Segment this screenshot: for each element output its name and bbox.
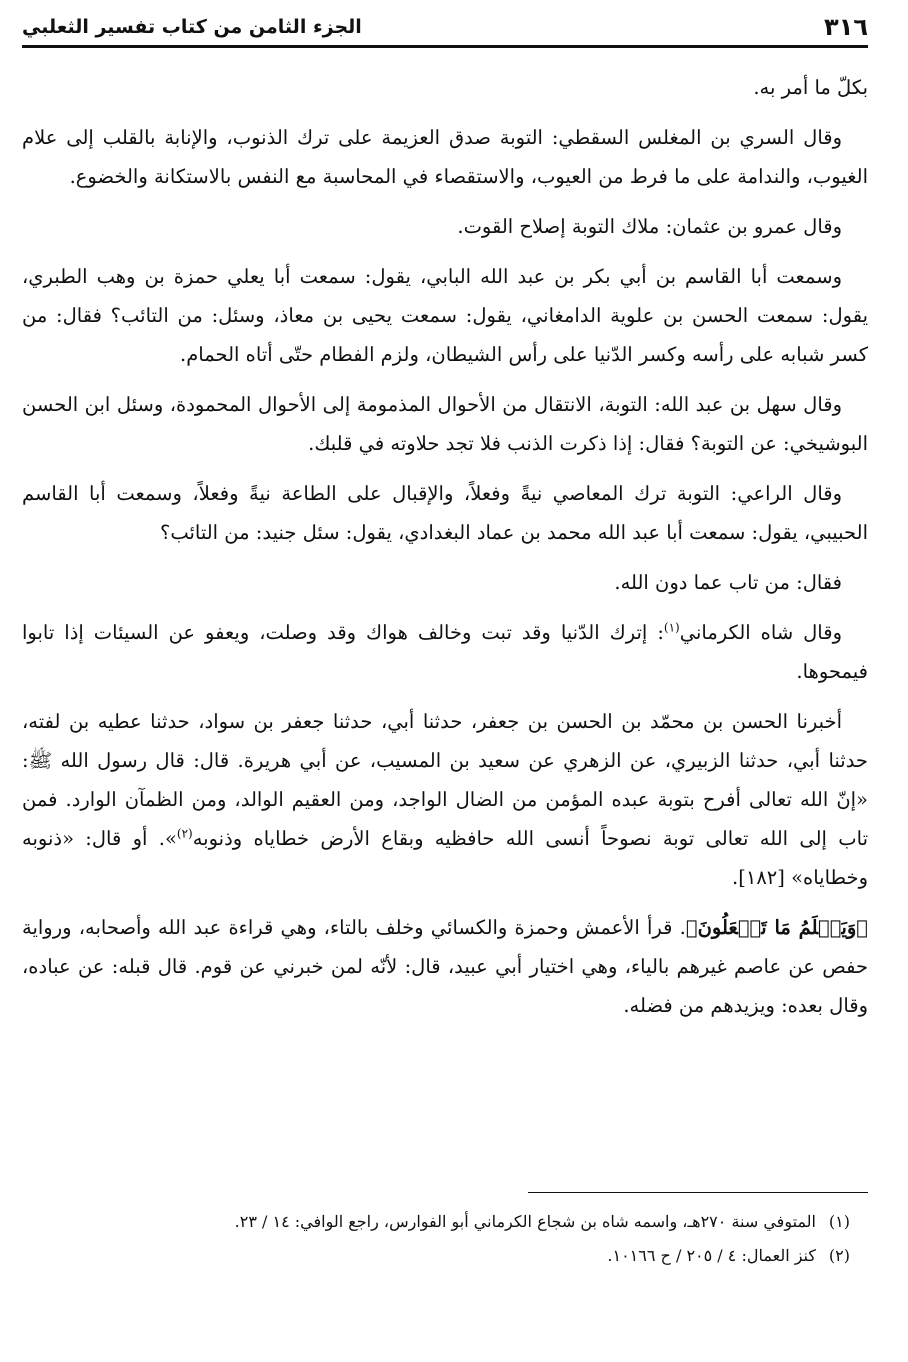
paragraph: وقال السري بن المغلس السقطي: التوبة صدق العزيمة على ترك الذنوب، والإنابة بالقلب إلى علام الغيوب، والندامة على ما فرط من العيوب، والاستقصاء في المحاسبة مع النفس بالاستكانة والخضوع. bbox=[22, 126, 868, 188]
paragraph: وقال الراعي: التوبة ترك المعاصي نيةً وفعلاً، والإقبال على الطاعة نيةً وفعلاً، وسمعت أبا القاسم الحبيبي، يقول: سمعت أبا عبد الله محمد بن عماد البغدادي، يقول: سئل جنيد: من التائب؟ bbox=[22, 482, 868, 544]
footnote-separator bbox=[528, 1192, 868, 1193]
footnote-text: المتوفي سنة ٢٧٠هـ، واسمه شاه بن شجاع الكرماني أبو الفوارس، راجع الوافي: ١٤ / ٢٣. bbox=[234, 1212, 816, 1231]
footnote-number: (١) bbox=[828, 1212, 850, 1231]
footnotes bbox=[22, 1205, 850, 1273]
paragraph: فقال: من تاب عما دون الله. bbox=[614, 571, 842, 594]
header-rule bbox=[22, 45, 868, 48]
paragraph-reading bbox=[22, 908, 868, 1025]
paragraph: وقال عمرو بن عثمان: ملاك التوبة إصلاح القوت. bbox=[457, 215, 842, 238]
paragraph-hadith bbox=[22, 702, 868, 897]
footnote-text: كنز العمال: ٤ / ٢٠٥ / ح ١٠١٦٦. bbox=[607, 1246, 816, 1265]
paragraph: بكلّ ما أمر به. bbox=[753, 76, 868, 99]
paragraph-text: أخبرنا الحسن بن محمّد بن الحسن بن جعفر، حدثنا أبي، حدثنا جعفر بن سواد، حدثنا عطيه بن لفته، حدثنا أبي، حدثنا الزبيري، عن الزهري عن سعيد بن المسيب، عن أبي هريرة. قال: قال رسول الله ﷺ: «إنّ الله تعالى أفرح بتوبة عبده المؤمن من الضال الواجد، ومن العقيم الوالد، ومن الظمآن الوارد. فمن تاب إلى الله تعالى توبة نصوحاً أنسى الله حافظيه وبقاع الأرض خطاياه وذنوبه bbox=[22, 710, 868, 850]
paragraph-text: وقال شاه الكرماني bbox=[679, 621, 842, 644]
page-header bbox=[22, 8, 868, 42]
quran-verse: ﴿وَيَعۡلَمُ مَا تَفۡعَلُونَ﴾ bbox=[685, 916, 869, 939]
paragraph-text: . قرأ الأعمش وحمزة والكسائي وخلف بالتاء، وهي قراءة عبد الله وأصحابه، ورواية حفص عن عاصم غيرهم بالياء، وهي اختيار أبي عبيد، قال: لأنّه لمن خبرني عن قوم. قال قبله: عن عباده، وقال بعده: ويزيدهم من فضله. bbox=[22, 916, 868, 1017]
running-title: الجزء الثامن من كتاب تفسير الثعلبي bbox=[22, 16, 362, 38]
paragraph-kirmani bbox=[22, 613, 868, 691]
footnote-number: (٢) bbox=[828, 1246, 850, 1265]
main-text bbox=[22, 68, 868, 1036]
footnote-ref-1[interactable]: (١) bbox=[663, 620, 680, 635]
paragraph-text: : إترك الدّنيا وقد تبت وخالف هواك وقد وصلت، ويعفو عن السيئات إذا تابوا فيمحوها. bbox=[22, 621, 868, 683]
paragraph: وسمعت أبا القاسم بن أبي بكر بن عبد الله البابي، يقول: سمعت أبا يعلي حمزة بن وهب الطبري، يقول: سمعت الحسن بن علوية الدامغاني، يقول: سمعت يحيى بن معاذ، وسئل: من التائب؟ فقال: من كسر شبابه على رأسه وكسر الدّنيا على رأس الشيطان، ولزم الفطام حتّى أتاه الحمام. bbox=[22, 265, 868, 366]
footnote-ref-2[interactable]: (٢) bbox=[176, 826, 193, 841]
page-number: ٣١٦ bbox=[824, 13, 868, 41]
paragraph-text: ». أو قال: «ذنوبه وخطاياه» [١٨٢]. bbox=[22, 827, 868, 889]
paragraph: وقال سهل بن عبد الله: التوبة، الانتقال من الأحوال المذمومة إلى الأحوال المحمودة، وسئل ابن الحسن البوشيخي: عن التوبة؟ فقال: إذا ذكرت الذنب فلا تجد حلاوته في قلبك. bbox=[22, 393, 868, 455]
footnote bbox=[22, 1205, 850, 1239]
footnote bbox=[22, 1239, 850, 1273]
